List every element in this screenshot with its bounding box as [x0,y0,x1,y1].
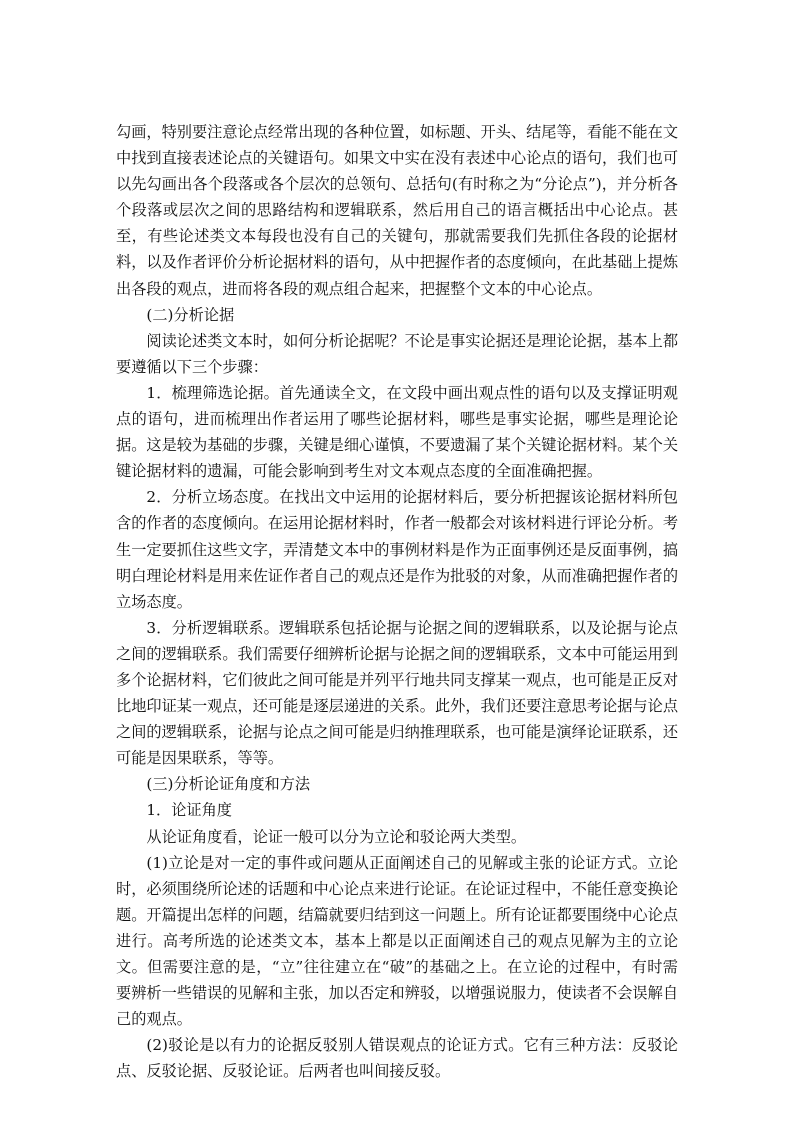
heading-analyze-evidence: (二)分析论据 [146,305,235,324]
paragraph-argument-types: 从论证角度看，论证一般可以分为立论和驳论两大类型。 [146,827,527,846]
paragraph-affirmative-argument: (1)立论是对一定的事件或问题从正面阐述自己的见解或主张的论证方式。立论时，必须围绕所论述的话题和中心论点来进行论证。在论证过程中，不能任意变换论题。开篇提出怎样的问题，结篇就要归结到这一问题上。所有论证都要围绕中心论点进行。高考所选的论述类文本，基本上都是以正面阐述自己的观点见解为主的立论文。但需要注意的是，“立”往往建立在“破”的基础之上。在立论的过程中，有时需要辨析一些错误的见解和主张，加以否定和辨驳，以增强说服力，使读者不会误解自己的观点。 [116,853,678,1029]
paragraph-central-thesis: 勾画，特别要注意论点经常出现的各种位置，如标题、开头、结尾等，看能不能在文中找到直接表述论点的关键语句。如果文中实在没有表述中心论点的语句，我们也可以先勾画出各个段落或各个层次的总领句、总括句(有时称之为“分论点”)，并分析各个段落或层次之间的思路结构和逻辑联系，然后用自己的语言概括出中心论点。甚至，有些论述类文本每段也没有自己的关键句，那就需要我们先抓住各段的论据材料，以及作者评价分析论据材料的语句，从中把握作者的态度倾向，在此基础上提炼出各段的观点，进而将各段的观点组合起来，把握整个文本的中心论点。 [116,123,678,298]
paragraph-step-2: 2．分析立场态度。在找出文中运用的论据材料后，要分析把握该论据材料所包含的作者的态度倾向。在运用论据材料时，作者一般都会对该材料进行评论分析。考生一定要抓住这些文字，弄清楚文本中的事例材料是作为正面事例还是反面事例，搞明白理论材料是用来佐证作者自己的观点还是作为批驳的对象，从而准确把握作者的立场态度。 [116,488,678,611]
document-body [116,119,678,1084]
subheading-argument-angle: 1．论证角度 [146,801,232,820]
paragraph-refutation: (2)驳论是以有力的论据反驳别人错误观点的论证方式。它有三种方法：反驳论点、反驳论据、反驳论证。后两者也叫间接反驳。 [116,1036,678,1081]
paragraph-evidence-intro: 阅读论述类文本时，如何分析论据呢？不论是事实论据还是理论论据，基本上都要遵循以下三个步骤： [116,331,678,376]
paragraph-step-1: 1．梳理筛选论据。首先通读全文，在文段中画出观点性的语句以及支撑证明观点的语句，进而梳理出作者运用了哪些论据材料，哪些是事实论据，哪些是理论论据。这是较为基础的步骤，关键是细心谨慎，不要遗漏了某个关键论据材料。某个关键论据材料的遗漏，可能会影响到考生对文本观点态度的全面准确把握。 [116,383,678,481]
heading-argument-angle-method: (三)分析论证角度和方法 [146,775,311,794]
paragraph-step-3: 3．分析逻辑联系。逻辑联系包括论据与论据之间的逻辑联系，以及论据与论点之间的逻辑联系。我们需要仔细辨析论据与论据之间的逻辑联系，文本中可能运用到多个论据材料，它们彼此之间可能是并列平行地共同支撑某一观点，也可能是正反对比地印证某一观点，还可能是逐层递进的关系。此外，我们还要注意思考论据与论点之间的逻辑联系，论据与论点之间可能是归纳推理联系，也可能是演绎论证联系，还可能是因果联系，等等。 [116,618,678,768]
